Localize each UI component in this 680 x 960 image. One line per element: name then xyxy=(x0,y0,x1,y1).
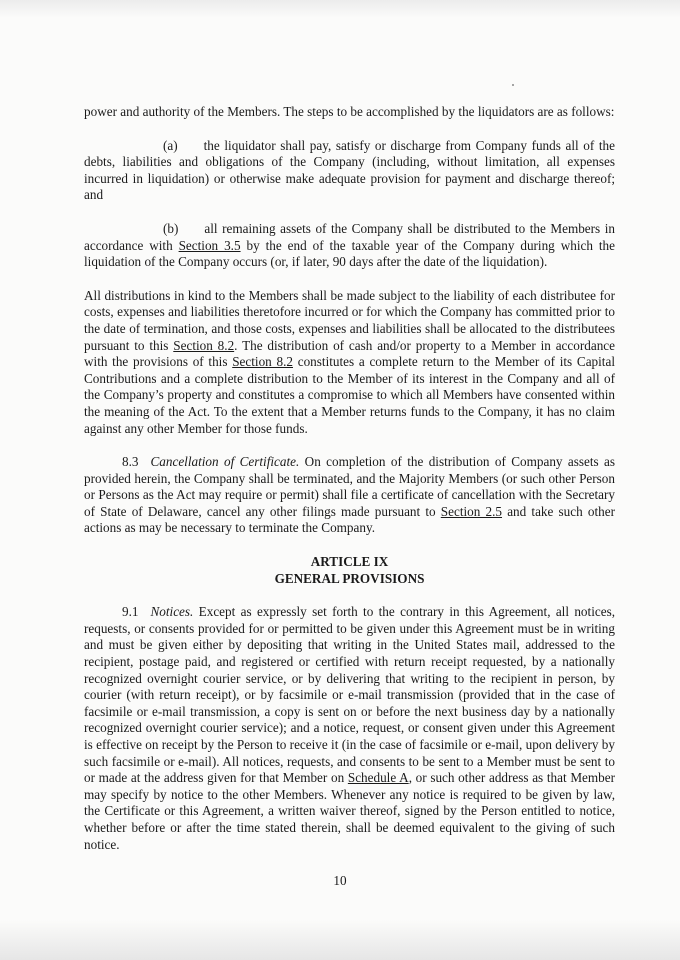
list-item-b-text-cont: by the end of the taxable year of the Company during which the liquidation of the Company occurs (or, if later, 90 days after the date of the liquidation). xyxy=(84,237,615,270)
document-body xyxy=(84,104,615,870)
list-item-a-text: the liquidator shall pay, satisfy or discharge from Company funds all of the debts, liabilities and obligations of the Company (including, without limitation, all expenses incurred in liquidation) or otherwise make adequate provision for payment and discharge thereof; and xyxy=(84,137,615,203)
section-reference: Section 8.2 xyxy=(173,337,235,353)
list-item-b xyxy=(84,221,615,271)
section-number: 9.1 xyxy=(122,604,139,620)
intro-paragraph xyxy=(84,104,615,121)
list-item-a-label: (a) xyxy=(163,137,178,153)
distribution-text-end: constitutes a complete return to the Member of its Capital Contributions and a complete distribution to the Member of its interest in the Company and all of the Company’s property and constitutes a compromise to which all Members have consented within the meaning of the Act. To the extent that a Member returns funds to the Company, it has no claim against any other Member for those funds. xyxy=(84,354,615,436)
list-item-a xyxy=(84,138,615,204)
section-8-3 xyxy=(84,454,615,537)
schedule-reference: Schedule A xyxy=(347,770,409,786)
article-title: GENERAL PROVISIONS xyxy=(274,570,425,586)
scan-speck xyxy=(512,84,514,86)
scan-edge-top xyxy=(0,0,680,18)
section-title: Cancellation of Certificate. xyxy=(150,454,300,470)
section-8-3-text: On completion of the distribution of Company assets as provided herein, the Company shall be terminated, and the Majority Members (or such other Person or Persons as the Act may require or permit) shall file a certificate of cancellation with the Secretary of State of Delaware, cancel any other filings made pursuant to xyxy=(84,454,615,519)
distribution-text: All distributions in kind to the Members shall be made subject to the liability of each distributee for costs, expenses and liabilities theretofore incurred or for which the Company has committed prior to the date of termination, and those costs, expenses and liabilities shall be allocated to the distributees pursuant to this xyxy=(84,287,615,353)
section-number: 8.3 xyxy=(122,454,139,470)
page-number: 10 xyxy=(333,873,347,888)
section-8-3-text-cont: and take such other actions as may be necessary to terminate the Company. xyxy=(84,503,615,536)
distribution-paragraph xyxy=(84,288,615,437)
section-reference: Section 2.5 xyxy=(440,503,503,519)
article-heading xyxy=(84,554,615,587)
article-number: ARTICLE IX xyxy=(310,554,389,570)
section-title: Notices. xyxy=(150,604,194,620)
section-9-1 xyxy=(84,604,615,853)
intro-text: power and authority of the Members. The steps to be accomplished by the liquidators are as follows: xyxy=(84,104,615,119)
section-9-1-text: Except as expressly set forth to the contrary in this Agreement, all notices, requests, or consents provided for or permitted to be given under this Agreement must be in writing and must be given either by depositing that writing in the United States mail, addressed to the recipient, postage paid, and registered or certified with return receipt requested, by a nationally recognized overnight courier service, or by delivering that writing to the recipient in person, by courier (with return receipt), or by facsimile or e-mail transmission (provided that in the case of facsimile or e-mail transmission, a copy is sent on or before the next business day by a nationally recognized overnight courier service); and a notice, request, or consent given under this Agreement is effective on receipt by the Person to receive it (in the case of facsimile or e-mail, upon delivery by such facsimile or e-mail). All notices, requests, and consents to be sent to a Member must be sent to or made at the address given for that Member on xyxy=(84,604,615,786)
section-9-1-text-cont: , or such other address as that Member may specify by notice to the other Members. Whenever any notice is required to be given by law, the Certificate or this Agreement, a written waiver thereof, signed by the Person entitled to notice, whether before or after the time stated therein, shall be deemed equivalent to the giving of such notice. xyxy=(84,770,615,852)
list-item-b-text: all remaining assets of the Company shall be distributed to the Members in accordance with xyxy=(84,220,615,253)
section-reference: Section 8.2 xyxy=(232,354,293,370)
list-item-b-label: (b) xyxy=(163,220,179,236)
scan-edge-bottom xyxy=(0,920,680,960)
section-reference: Section 3.5 xyxy=(178,237,241,253)
distribution-text-cont: . The distribution of cash and/or property to a Member in accordance with the provisions of this xyxy=(84,337,615,370)
